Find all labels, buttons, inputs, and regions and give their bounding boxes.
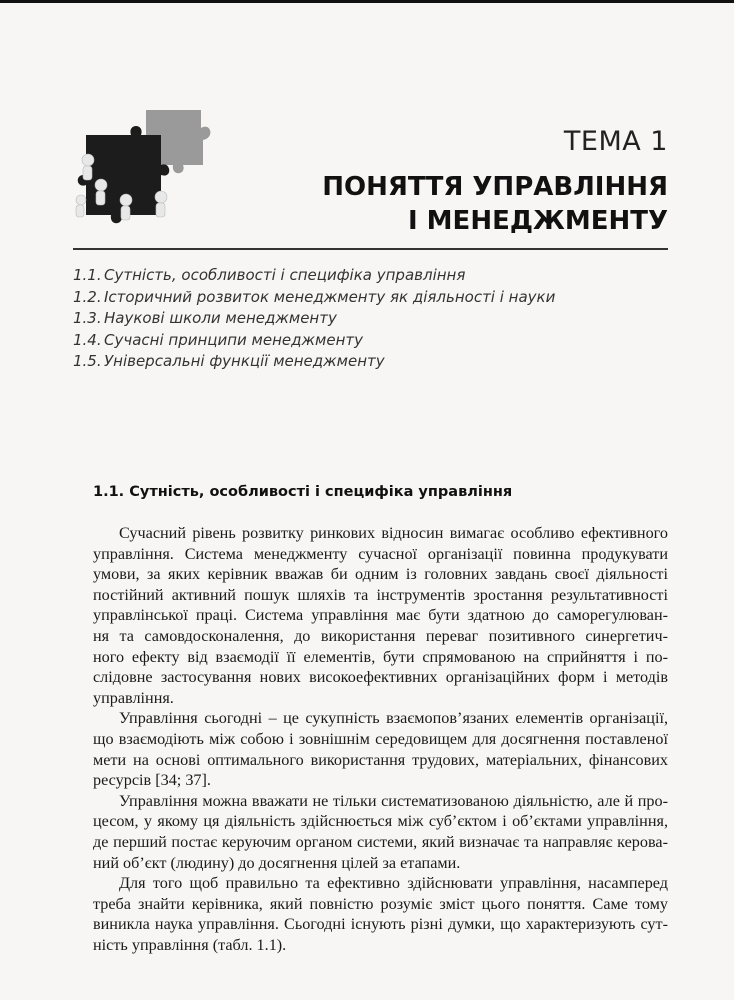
table-of-contents bbox=[73, 265, 555, 373]
body-text bbox=[93, 523, 668, 955]
toc-text: Наукові школи менеджменту bbox=[104, 309, 337, 327]
toc-number: 1.2. bbox=[73, 287, 102, 306]
paragraph-line: ня та самовдосконалення, до використання переваг позитивного синергетич- bbox=[93, 626, 668, 645]
paragraph bbox=[93, 523, 668, 708]
chapter-title bbox=[322, 170, 668, 238]
toc-text: Історичний розвиток менеджменту як діяльності і науки bbox=[104, 287, 556, 306]
paragraph-line: Управління сьогодні – це сукупність взаємопов’язаних елементів організації, bbox=[119, 709, 668, 728]
paragraph-line: ного ефекту від взаємодії її елементів, бути спрямованою на сприйняття і по- bbox=[93, 647, 668, 666]
paragraph bbox=[93, 873, 668, 955]
paragraph-line: постійний активний пошук шляхів та інструментів зростання результативності bbox=[93, 585, 668, 604]
paragraph-line: ресурсів [34; 37]. bbox=[93, 771, 211, 790]
paragraph-line: Управління можна вважати не тільки систематизованою діяльністю, але й про- bbox=[119, 791, 668, 810]
page-top-border bbox=[0, 0, 734, 3]
paragraph-line: управлінської праці. Система управління має бути здатною до саморегулюван- bbox=[93, 606, 668, 625]
paragraph-line: Для того щоб правильно та ефективно здійснювати управління, насамперед bbox=[119, 874, 668, 893]
toc-number: 1.3. bbox=[73, 309, 102, 327]
toc-item bbox=[73, 287, 555, 309]
toc-number: 1.4. bbox=[73, 330, 102, 349]
toc-text: Сучасні принципи менеджменту bbox=[104, 330, 363, 349]
paragraph-line: що взаємодіють між собою і зовнішнім середовищем для досягнення поставленої bbox=[93, 729, 668, 748]
toc-text: Універсальні функції менеджменту bbox=[104, 352, 385, 370]
paragraph-line: мети на основі оптимального використання трудових, матеріальних, фінансових bbox=[93, 750, 668, 769]
paragraph bbox=[93, 791, 668, 873]
toc-text: Сутність, особливості і специфіка управління bbox=[104, 266, 466, 284]
paragraph-line: управління. Система менеджменту сучасної організації повинна продукувати bbox=[93, 544, 668, 563]
paragraph-line: Сучасний рівень розвитку ринкових відносин вимагає особливо ефективного bbox=[119, 524, 668, 542]
paragraph-line: де перший постає керуючим органом системи, який визначає та направляє керова- bbox=[93, 832, 668, 851]
paragraph-line: управління. bbox=[93, 688, 174, 707]
paragraph bbox=[93, 708, 668, 790]
toc-item bbox=[73, 265, 555, 287]
toc-item bbox=[73, 330, 555, 352]
paragraph-line: ність управління (табл. 1.1). bbox=[93, 935, 287, 954]
toc-item bbox=[73, 308, 555, 330]
chapter-label: ТЕМА 1 bbox=[563, 126, 668, 157]
toc-number: 1.5. bbox=[73, 352, 102, 370]
paragraph-line: слідовне застосування нових високоефективних організаційних форм і методів bbox=[93, 668, 668, 687]
title-divider bbox=[73, 248, 668, 250]
toc-item bbox=[73, 351, 555, 373]
paragraph-line: цесом, у якому ця діяльність здійснюється між суб’єктом і об’єктами управління, bbox=[93, 812, 668, 831]
chapter-title-line: ПОНЯТТЯ УПРАВЛІННЯ bbox=[322, 172, 668, 202]
paragraph-line: умови, за яких керівник вважав би одним із головних завдань своєї діяльності bbox=[93, 565, 668, 584]
paragraph-line: ний об’єкт (людину) до досягнення цілей за етапами. bbox=[93, 853, 461, 872]
section-heading: 1.1. Сутність, особливості і специфіка управління bbox=[93, 484, 513, 500]
chapter-title-line: І МЕНЕДЖМЕНТУ bbox=[407, 206, 668, 236]
paragraph-line: треба знайти керівника, який повністю розуміє зміст цього поняття. Саме тому bbox=[93, 894, 668, 913]
paragraph-line: виникла наука управління. Сьогодні існують різні думки, що характеризують сут- bbox=[93, 915, 668, 934]
puzzle-illustration bbox=[66, 105, 216, 230]
toc-number: 1.1. bbox=[73, 266, 102, 284]
